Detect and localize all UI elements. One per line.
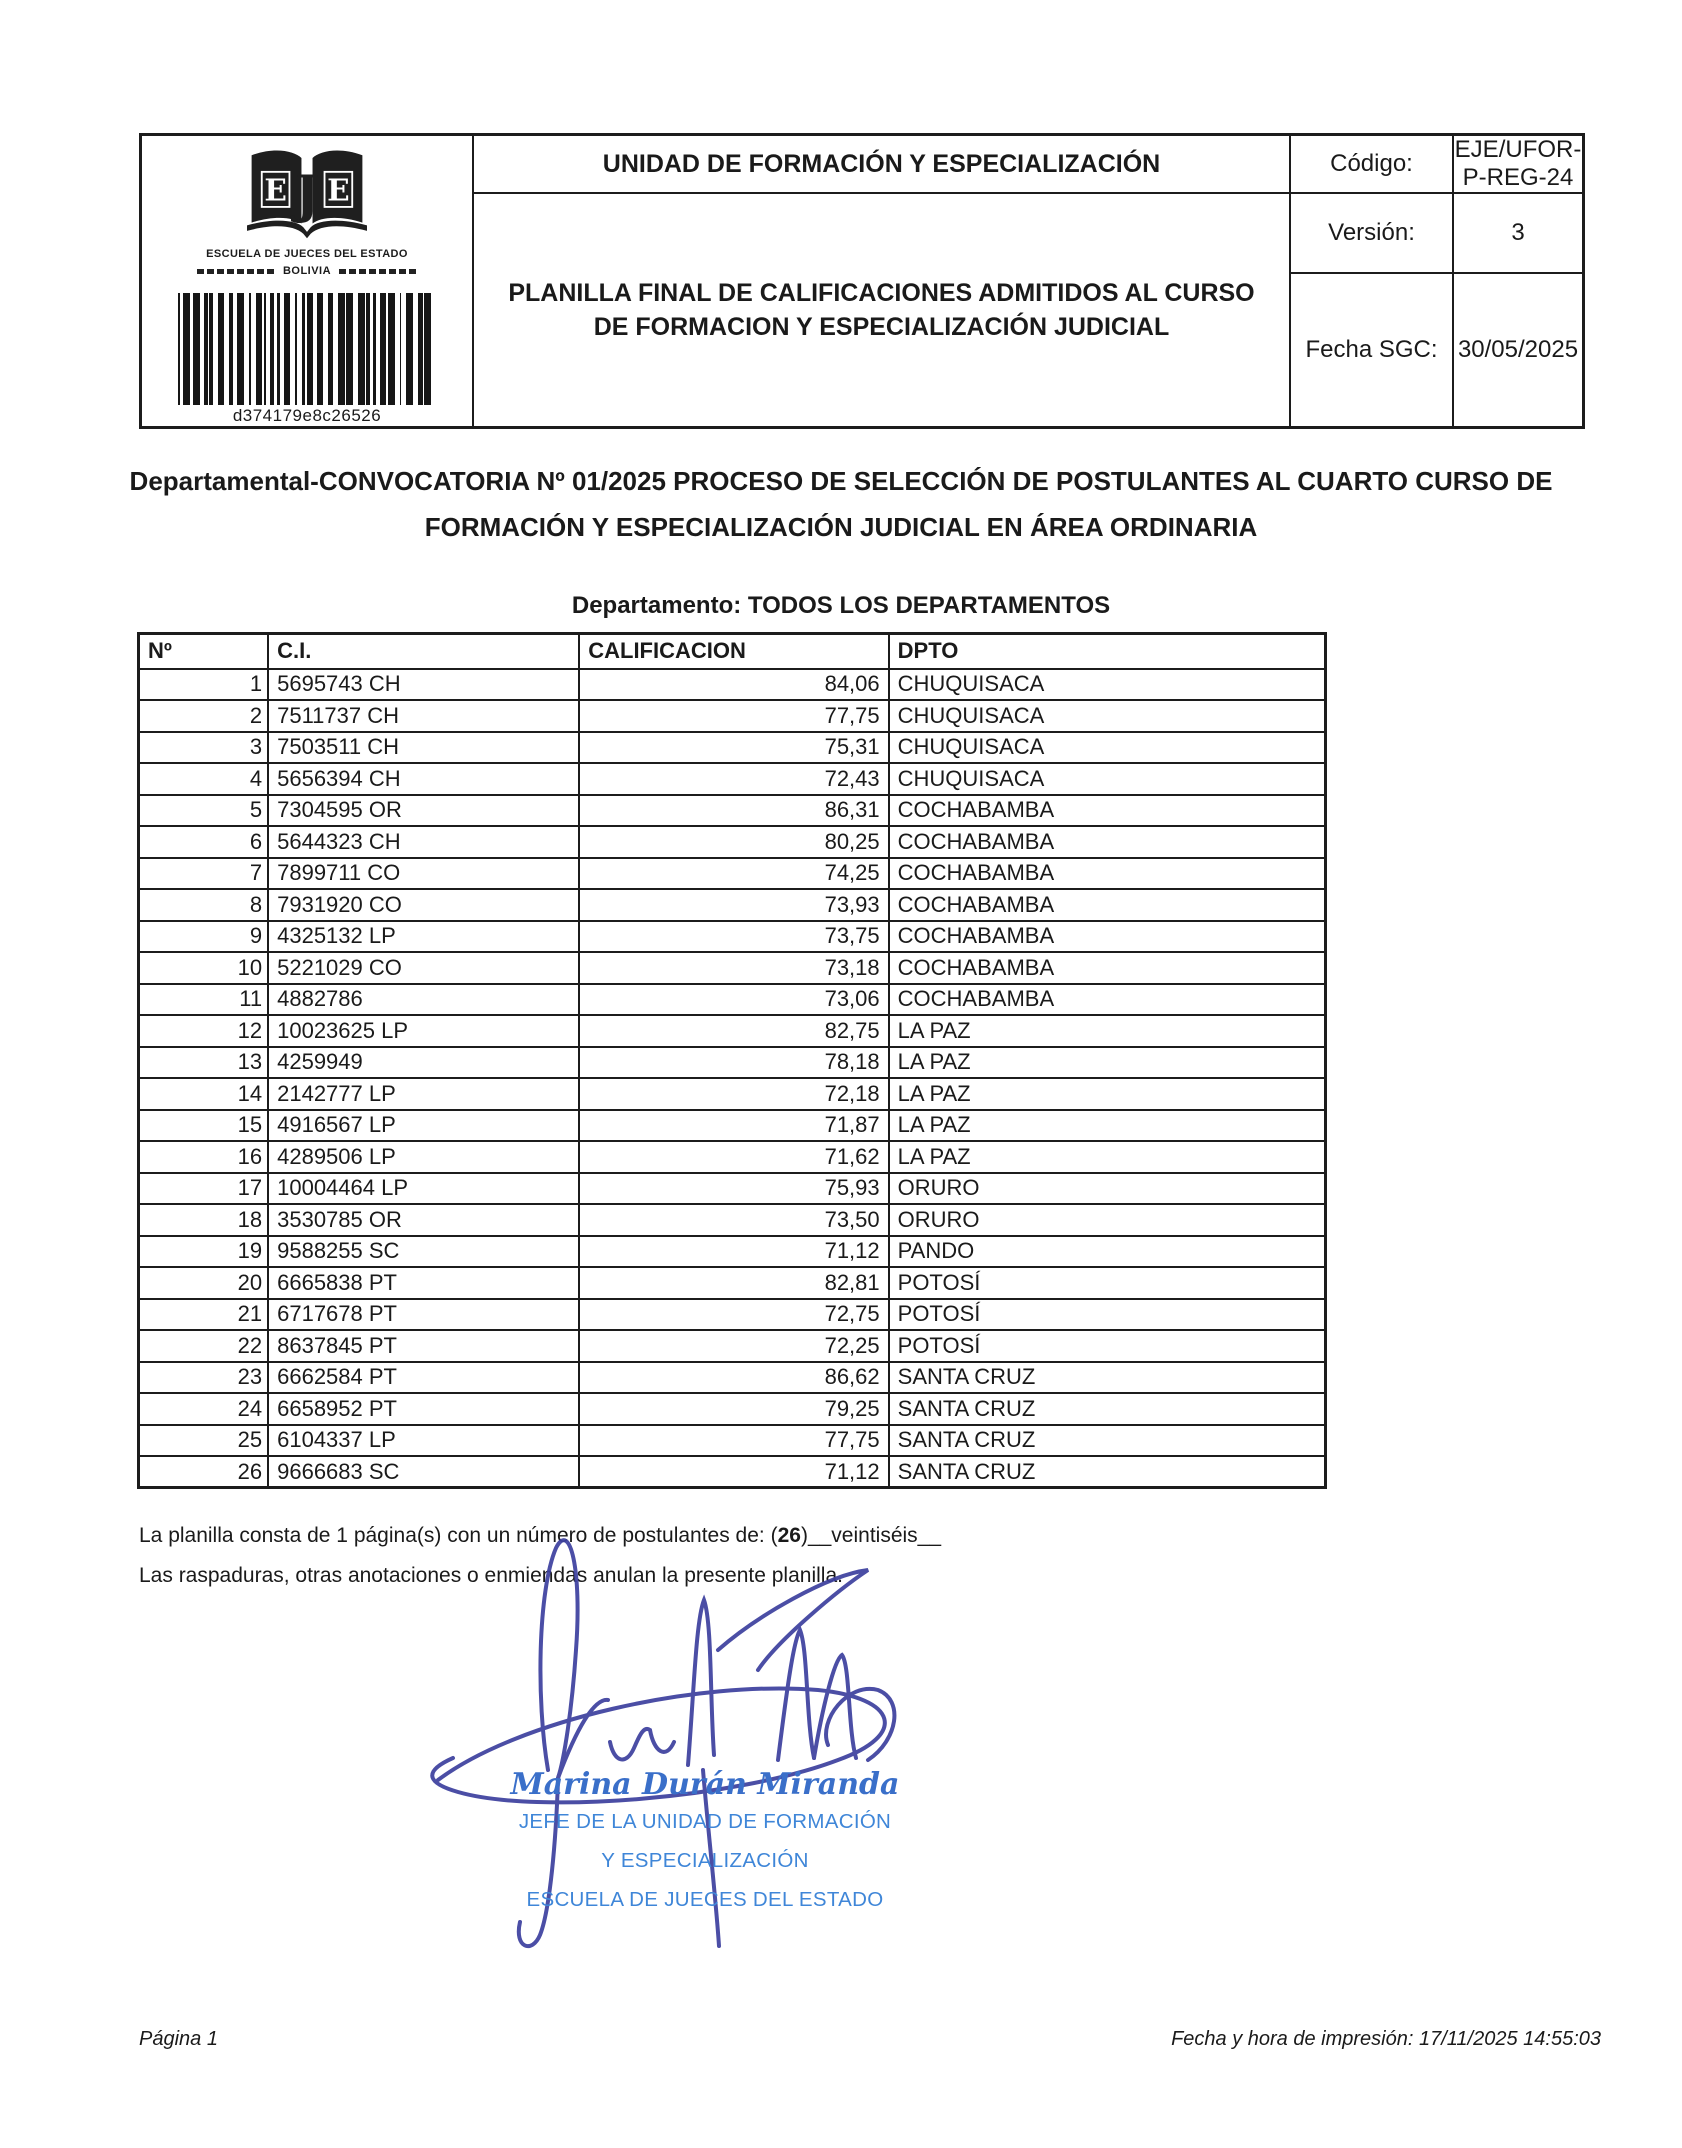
cell-n: 10 — [139, 952, 269, 984]
fecha-sgc-value: 30/05/2025 — [1452, 274, 1582, 426]
cell-calificacion: 75,93 — [579, 1173, 888, 1205]
logo-letter-e-left: E — [264, 172, 287, 208]
cell-dpto: PANDO — [889, 1236, 1326, 1268]
logo-cell — [142, 136, 474, 426]
cell-n: 18 — [139, 1204, 269, 1236]
results-table-body — [139, 669, 1326, 1488]
note-line-1: La planilla consta de 1 página(s) con un número de postulantes de: (26)__veintiséis__ — [139, 1524, 942, 1547]
cell-calificacion: 71,87 — [579, 1110, 888, 1142]
table-row — [139, 952, 1326, 984]
cell-calificacion: 73,06 — [579, 984, 888, 1016]
cell-n: 8 — [139, 889, 269, 921]
table-row — [139, 1425, 1326, 1457]
column-header-numero: Nº — [139, 634, 269, 669]
logo-organization-name: ESCUELA DE JUECES DEL ESTADO — [206, 248, 408, 260]
cell-ci: 6717678 PT — [268, 1299, 579, 1331]
cell-dpto: LA PAZ — [889, 1110, 1326, 1142]
cell-n: 20 — [139, 1267, 269, 1299]
convocatoria-heading: Departamental-CONVOCATORIA Nº 01/2025 PROCESO DE SELECCIÓN DE POSTULANTES AL CUARTO CURSO DE FORMACIÓN Y ESPECIALIZACIÓN JUDICIAL EN ÁREA ORDINARIA — [129, 466, 1553, 542]
table-row — [139, 1236, 1326, 1268]
cell-n: 13 — [139, 1047, 269, 1079]
cell-calificacion: 75,31 — [579, 732, 888, 764]
table-row — [139, 858, 1326, 890]
version-label: Versión: — [1289, 194, 1452, 274]
cell-dpto: CHUQUISACA — [889, 763, 1326, 795]
cell-calificacion: 78,18 — [579, 1047, 888, 1079]
cell-dpto: COCHABAMBA — [889, 889, 1326, 921]
logo-letter-j: J — [294, 164, 320, 226]
column-header-calificacion: CALIFICACION — [579, 634, 888, 669]
cell-calificacion: 72,18 — [579, 1078, 888, 1110]
department-line: Departamento: TODOS LOS DEPARTAMENTOS — [571, 592, 1111, 619]
table-row — [139, 921, 1326, 953]
eje-book-logo-icon — [232, 146, 382, 242]
table-row — [139, 1267, 1326, 1299]
cell-dpto: COCHABAMBA — [889, 826, 1326, 858]
cell-ci: 10004464 LP — [268, 1173, 579, 1205]
cell-n: 25 — [139, 1425, 269, 1457]
note-line-2: Las raspaduras, otras anotaciones o enmiendas anulan la presente planilla. — [139, 1564, 843, 1587]
cell-ci: 4259949 — [268, 1047, 579, 1079]
table-row — [139, 1173, 1326, 1205]
cell-calificacion: 79,25 — [579, 1393, 888, 1425]
document-header-table — [139, 133, 1585, 429]
cell-ci: 7503511 CH — [268, 732, 579, 764]
cell-calificacion: 74,25 — [579, 858, 888, 890]
table-row — [139, 1047, 1326, 1079]
cell-calificacion: 86,31 — [579, 795, 888, 827]
codigo-label: Código: — [1289, 136, 1452, 194]
cell-ci: 6104337 LP — [268, 1425, 579, 1457]
table-row — [139, 1456, 1326, 1488]
table-header-row — [139, 634, 1326, 669]
cell-n: 11 — [139, 984, 269, 1016]
cell-dpto: SANTA CRUZ — [889, 1393, 1326, 1425]
table-row — [139, 1015, 1326, 1047]
cell-n: 26 — [139, 1456, 269, 1488]
cell-dpto: COCHABAMBA — [889, 921, 1326, 953]
cell-dpto: COCHABAMBA — [889, 795, 1326, 827]
cell-n: 4 — [139, 763, 269, 795]
cell-calificacion: 82,81 — [579, 1267, 888, 1299]
table-row — [139, 1393, 1326, 1425]
cell-n: 7 — [139, 858, 269, 890]
cell-dpto: SANTA CRUZ — [889, 1456, 1326, 1488]
dash-line-left — [197, 269, 275, 274]
cell-calificacion: 77,75 — [579, 1425, 888, 1457]
dash-line-right — [339, 269, 417, 274]
stamp-signer-name: Marina Durán Miranda — [510, 1767, 900, 1802]
cell-calificacion: 77,75 — [579, 700, 888, 732]
cell-n: 9 — [139, 921, 269, 953]
cell-n: 24 — [139, 1393, 269, 1425]
cell-dpto: LA PAZ — [889, 1078, 1326, 1110]
version-value: 3 — [1452, 194, 1582, 274]
cell-dpto: POTOSÍ — [889, 1267, 1326, 1299]
cell-ci: 4289506 LP — [268, 1141, 579, 1173]
cell-n: 16 — [139, 1141, 269, 1173]
cell-dpto: CHUQUISACA — [889, 669, 1326, 701]
table-row — [139, 826, 1326, 858]
page-number: Página 1 — [139, 2028, 218, 2050]
table-row — [139, 700, 1326, 732]
cell-ci: 7511737 CH — [268, 700, 579, 732]
cell-n: 21 — [139, 1299, 269, 1331]
table-row — [139, 763, 1326, 795]
cell-dpto: COCHABAMBA — [889, 952, 1326, 984]
unit-title: UNIDAD DE FORMACIÓN Y ESPECIALIZACIÓN — [474, 136, 1289, 194]
table-row — [139, 1110, 1326, 1142]
cell-calificacion: 73,18 — [579, 952, 888, 984]
cell-calificacion: 80,25 — [579, 826, 888, 858]
table-row — [139, 1204, 1326, 1236]
cell-dpto: CHUQUISACA — [889, 700, 1326, 732]
cell-ci: 3530785 OR — [268, 1204, 579, 1236]
cell-calificacion: 73,50 — [579, 1204, 888, 1236]
cell-ci: 7304595 OR — [268, 795, 579, 827]
codigo-value: EJE/UFOR-P-REG-24 — [1452, 136, 1582, 194]
cell-calificacion: 82,75 — [579, 1015, 888, 1047]
cell-ci: 4916567 LP — [268, 1110, 579, 1142]
cell-dpto: CHUQUISACA — [889, 732, 1326, 764]
cell-ci: 7899711 CO — [268, 858, 579, 890]
cell-ci: 9666683 SC — [268, 1456, 579, 1488]
table-row — [139, 889, 1326, 921]
cell-calificacion: 71,12 — [579, 1456, 888, 1488]
cell-ci: 2142777 LP — [268, 1078, 579, 1110]
cell-calificacion: 73,75 — [579, 921, 888, 953]
cell-dpto: ORURO — [889, 1173, 1326, 1205]
cell-ci: 9588255 SC — [268, 1236, 579, 1268]
cell-dpto: LA PAZ — [889, 1047, 1326, 1079]
cell-calificacion: 72,43 — [579, 763, 888, 795]
cell-n: 6 — [139, 826, 269, 858]
cell-ci: 4882786 — [268, 984, 579, 1016]
column-header-dpto: DPTO — [889, 634, 1326, 669]
stamp-role-line-1: JEFE DE LA UNIDAD DE FORMACIÓN — [518, 1810, 892, 1833]
cell-dpto: COCHABAMBA — [889, 984, 1326, 1016]
cell-n: 15 — [139, 1110, 269, 1142]
table-row — [139, 984, 1326, 1016]
cell-dpto: ORURO — [889, 1204, 1326, 1236]
fecha-sgc-label: Fecha SGC: — [1289, 274, 1452, 426]
cell-ci: 7931920 CO — [268, 889, 579, 921]
cell-n: 12 — [139, 1015, 269, 1047]
cell-calificacion: 72,25 — [579, 1330, 888, 1362]
barcode — [176, 293, 438, 426]
cell-ci: 5644323 CH — [268, 826, 579, 858]
table-row — [139, 1141, 1326, 1173]
table-row — [139, 1299, 1326, 1331]
cell-ci: 6662584 PT — [268, 1362, 579, 1394]
cell-n: 23 — [139, 1362, 269, 1394]
cell-ci: 10023625 LP — [268, 1015, 579, 1047]
document-title: PLANILLA FINAL DE CALIFICACIONES ADMITIDOS AL CURSO DE FORMACION Y ESPECIALIZACIÓN JUDICIAL — [508, 279, 1255, 341]
cell-dpto: LA PAZ — [889, 1141, 1326, 1173]
logo-letter-e-right: E — [327, 172, 350, 208]
table-row — [139, 1362, 1326, 1394]
results-table — [137, 632, 1327, 1489]
cell-calificacion: 71,12 — [579, 1236, 888, 1268]
cell-ci: 6658952 PT — [268, 1393, 579, 1425]
cell-n: 1 — [139, 669, 269, 701]
barcode-image — [176, 293, 438, 405]
cell-ci: 4325132 LP — [268, 921, 579, 953]
table-row — [139, 1330, 1326, 1362]
cell-dpto: SANTA CRUZ — [889, 1362, 1326, 1394]
cell-ci: 5656394 CH — [268, 763, 579, 795]
print-timestamp: Fecha y hora de impresión: 17/11/2025 14:55:03 — [1171, 2028, 1601, 2050]
page-footer — [139, 2028, 1601, 2051]
table-row — [139, 669, 1326, 701]
cell-n: 2 — [139, 700, 269, 732]
cell-n: 22 — [139, 1330, 269, 1362]
cell-n: 14 — [139, 1078, 269, 1110]
cell-calificacion: 72,75 — [579, 1299, 888, 1331]
cell-ci: 6665838 PT — [268, 1267, 579, 1299]
cell-ci: 8637845 PT — [268, 1330, 579, 1362]
table-row — [139, 732, 1326, 764]
cell-dpto: LA PAZ — [889, 1015, 1326, 1047]
cell-dpto: SANTA CRUZ — [889, 1425, 1326, 1457]
cell-calificacion: 71,62 — [579, 1141, 888, 1173]
cell-n: 19 — [139, 1236, 269, 1268]
cell-n: 17 — [139, 1173, 269, 1205]
cell-dpto: POTOSÍ — [889, 1299, 1326, 1331]
logo-country-name: BOLIVIA — [282, 265, 332, 277]
cell-n: 5 — [139, 795, 269, 827]
cell-n: 3 — [139, 732, 269, 764]
cell-calificacion: 84,06 — [579, 669, 888, 701]
table-row — [139, 1078, 1326, 1110]
column-header-ci: C.I. — [268, 634, 579, 669]
cell-calificacion: 86,62 — [579, 1362, 888, 1394]
cell-dpto: COCHABAMBA — [889, 858, 1326, 890]
barcode-text: d374179e8c26526 — [232, 406, 382, 425]
cell-ci: 5221029 CO — [268, 952, 579, 984]
stamp-organization: ESCUELA DE JUECES DEL ESTADO — [526, 1888, 884, 1911]
handwritten-signature — [398, 1528, 910, 1968]
table-row — [139, 795, 1326, 827]
cell-calificacion: 73,93 — [579, 889, 888, 921]
logo-country-row — [197, 265, 417, 277]
stamp-role-line-2: Y ESPECIALIZACIÓN — [601, 1849, 809, 1872]
cell-ci: 5695743 CH — [268, 669, 579, 701]
cell-dpto: POTOSÍ — [889, 1330, 1326, 1362]
